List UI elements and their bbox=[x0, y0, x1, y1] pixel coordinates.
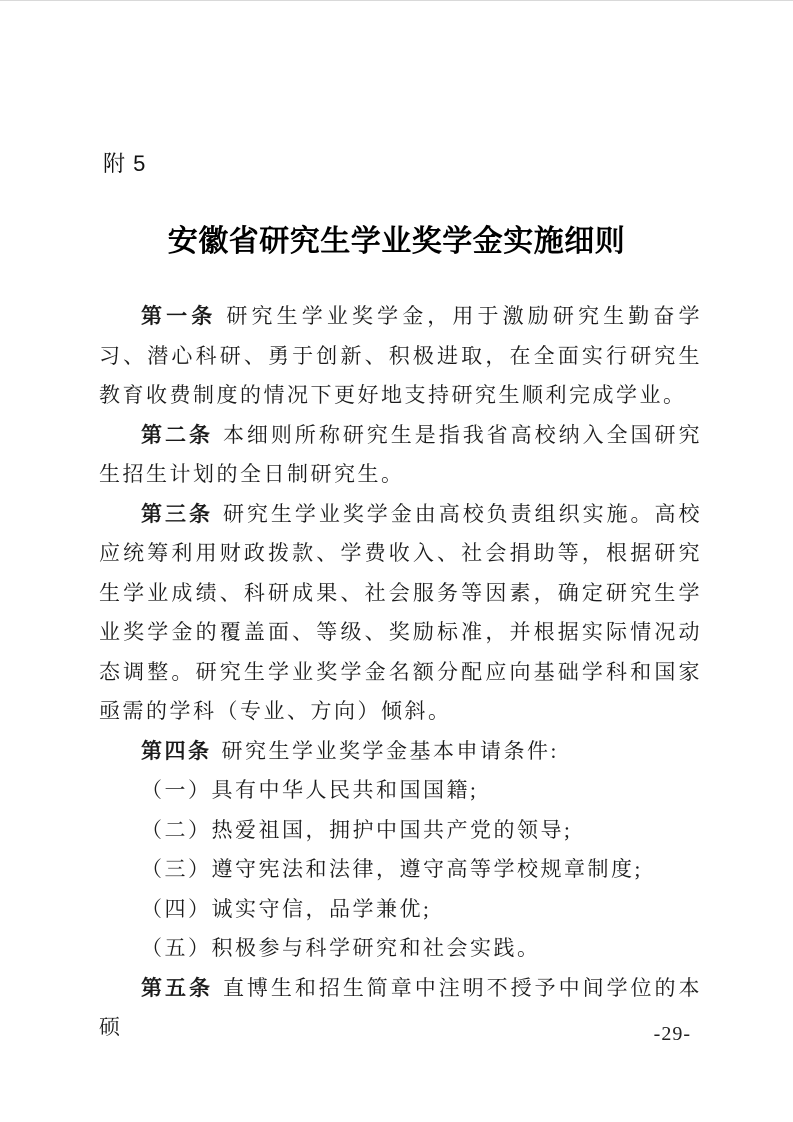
scan-edge-line bbox=[0, 0, 793, 1]
paragraph-text: （五）积极参与科学研究和社会实践。 bbox=[141, 936, 541, 960]
paragraph-article-2 bbox=[99, 416, 702, 495]
article-number-label: 第四条 bbox=[141, 738, 212, 763]
article-number-label: 第五条 bbox=[141, 975, 213, 1000]
article-number-label: 第二条 bbox=[141, 422, 213, 447]
article-number-label: 第三条 bbox=[141, 501, 213, 526]
paragraph-text: （四）诚实守信，品学兼优; bbox=[141, 896, 432, 921]
paragraph-text: 直博生和招生简章中注明不授予中间学位的本硕 bbox=[99, 975, 703, 1039]
document-title: 安徽省研究生学业奖学金实施细则 bbox=[167, 225, 626, 258]
article-number-label: 第一条 bbox=[141, 304, 217, 328]
list-item-3 bbox=[99, 850, 702, 890]
list-item-2 bbox=[99, 811, 702, 851]
paragraph-text: （三）遵守宪法和法律，遵守高等学校规章制度; bbox=[141, 857, 643, 881]
list-item-5 bbox=[99, 929, 702, 969]
page-number: -29- bbox=[653, 1023, 691, 1045]
paragraph-text: （二）热爱祖国，拥护中国共产党的领导; bbox=[141, 817, 573, 842]
attachment-label: 附 5 bbox=[103, 151, 147, 176]
list-item-1 bbox=[99, 771, 702, 811]
paragraph-text: 本细则所称研究生是指我省高校纳入全国研究生招生计划的全日制研究生。 bbox=[99, 422, 703, 486]
paragraph-article-3 bbox=[99, 495, 702, 732]
paragraph-article-4 bbox=[99, 732, 702, 772]
list-item-4 bbox=[99, 890, 702, 930]
paragraph-text: 研究生学业奖学金基本申请条件: bbox=[221, 738, 559, 763]
document-body bbox=[99, 297, 702, 1048]
paragraph-text: 研究生学业奖学金，用于激励研究生勤奋学习、潜心科研、勇于创新、积极进取，在全面实行研究生教育收费制度的情况下更好地支持研究生顺利完成学业。 bbox=[99, 304, 703, 407]
paragraph-text: 研究生学业奖学金由高校负责组织实施。高校应统筹利用财政拨款、学费收入、社会捐助等，根据研究生学业成绩、科研成果、社会服务等因素，确定研究生学业奖学金的覆盖面、等级、奖励标准，并根据实际情况动态调整。研究生学业奖学金名额分配应向基础学科和国家亟需的学科（专业、方向）倾斜。 bbox=[99, 501, 703, 723]
paragraph-article-5 bbox=[99, 969, 702, 1048]
paragraph-text: （一）具有中华人民共和国国籍; bbox=[141, 778, 479, 802]
paragraph-article-1 bbox=[99, 297, 702, 416]
